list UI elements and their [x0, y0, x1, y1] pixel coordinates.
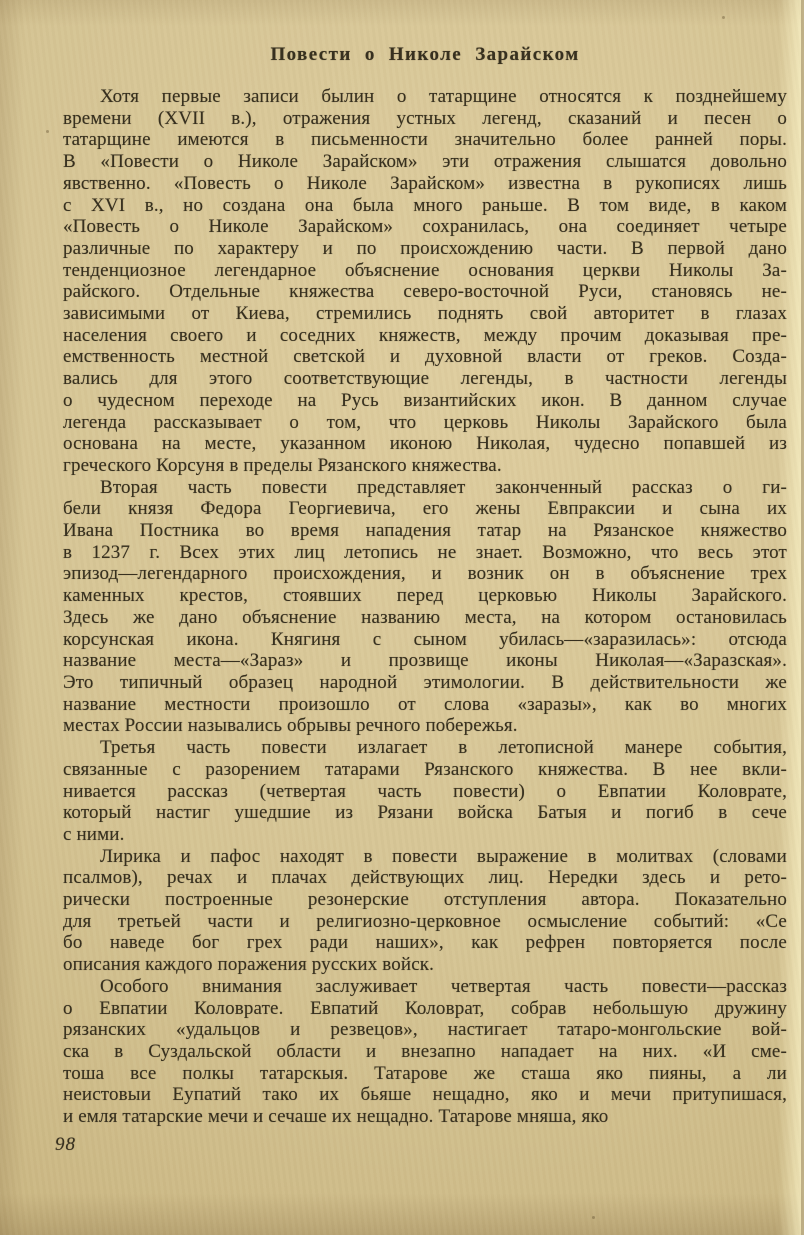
text-line: вались для этого соответствующие легенды, в частности легенды — [63, 368, 787, 390]
text-line: корсунская икона. Княгиня с сыном убилась—«заразилась»: отсюда — [63, 628, 787, 650]
text-line: с XVI в., но создана она была много раньше. В том виде, в каком — [63, 194, 787, 216]
text-line: явственно. «Повесть о Николе Зарайском» известна в рукописях лишь — [63, 172, 787, 194]
text-line: населения своего и соседних княжеств, между прочим доказывая пре- — [63, 324, 787, 346]
text-line: Это типичный образец народной этимологии. В действительности же — [63, 671, 787, 693]
text-line: с ними. — [63, 823, 125, 845]
page-title: Повести о Николе Зарайском — [270, 44, 580, 65]
text-line: легенда рассказывает о том, что церковь Николы Зарайского была — [63, 411, 787, 433]
text-line: рязанских «удальцов и резвецов», настигает татаро-монгольские вой- — [63, 1019, 787, 1041]
text-line: нивается рассказ (четвертая часть повести) о Евпатии Коловрате, — [63, 780, 787, 802]
paragraph — [63, 477, 787, 737]
text-line: каменных крестов, стоявших перед церковью Николы Зарайского. — [63, 585, 787, 607]
text-line: Особого внимания заслуживает четвертая часть повести—рассказ — [100, 975, 787, 997]
text-line: описания каждого поражения русских войск. — [63, 954, 435, 976]
text-line: о чудесном переходе на Русь византийских икон. В данном случае — [63, 389, 787, 411]
text-line: тенденциозное легендарное объяснение основания церкви Николы За- — [63, 259, 787, 281]
text-line: греческого Корсуня в пределы Рязанского княжества. — [63, 454, 502, 476]
text-line: Хотя первые записи былин о татарщине относятся к позднейшему — [100, 86, 787, 107]
text-line: тоша все полкы татарскыя. Татарове же сташа яко пияны, а ли — [63, 1062, 787, 1084]
text-line: название места—«Зараз» и прозвище иконы Николая—«Заразская». — [63, 650, 787, 672]
text-line: о Евпатии Коловрате. Евпатий Коловрат, собрав небольшую дружину — [63, 997, 787, 1019]
paragraph — [63, 737, 787, 846]
text-line: псалмов), речах и плачах действующих лиц. Нередки здесь и рето- — [63, 867, 787, 889]
paragraph — [63, 976, 787, 1128]
text-line: различные по характеру и по происхождению части. В первой дано — [63, 237, 787, 259]
scan-speck — [592, 1216, 595, 1219]
page-body — [63, 86, 787, 1128]
text-line: для третьей части и религиозно-церковное осмысление событий: «Се — [63, 910, 787, 932]
text-line: Лирика и пафос находят в повести выражение в молитвах (словами — [100, 845, 787, 867]
text-line: Третья часть повести излагает в летописной манере события, — [100, 737, 787, 759]
text-line: эпизод—легендарного происхождения, и возник он в объяснение трех — [63, 563, 787, 585]
text-line: название местности произошло от слова «заразы», как во многих — [63, 693, 787, 715]
text-line: Вторая часть повести представляет законченный рассказ о ги- — [100, 476, 787, 498]
text-line: и емля татарские мечи и сечаше их нещадно. Татарове мняша, яко — [63, 1106, 609, 1128]
text-line: который настиг ушедшие из Рязани войска Батыя и погиб в сече — [63, 802, 787, 824]
text-line: ска в Суздальской области и внезапно нападает на них. «И сме- — [63, 1040, 787, 1062]
text-line: Ивана Постника во время нападения татар на Рязанское княжество — [63, 520, 787, 542]
text-line: местах России назывались обрывы речного побережья. — [63, 715, 518, 737]
text-line: татарщине имеются в письменности значительно более ранней поры. — [63, 129, 787, 151]
text-line: райского. Отдельные княжества северо-восточной Руси, становясь не- — [63, 281, 787, 303]
text-line: В «Повести о Николе Зарайском» эти отражения слышатся довольно — [63, 151, 787, 173]
text-line: «Повесть о Николе Зарайском» сохранилась, она соединяет четыре — [63, 216, 787, 238]
text-line: бели князя Федора Георгиевича, его жены Евпраксии и сына их — [63, 498, 787, 520]
text-line: бо наведе бог грех ради наших», как рефрен повторяется после — [63, 932, 787, 954]
text-line: рически построенные резонерские отступления автора. Показательно — [63, 889, 787, 911]
page-number: 98 — [55, 1134, 76, 1155]
scan-speck — [722, 16, 725, 19]
text-line: зависимыми от Киева, стремились поднять свой авторитет в глазах — [63, 303, 787, 325]
text-line: емственность местной светской и духовной власти от греков. Созда- — [63, 346, 787, 368]
text-line: в 1237 г. Всех этих лиц летопись не знает. Возможно, что весь этот — [63, 541, 787, 563]
paragraph — [63, 846, 787, 976]
scan-speck — [46, 130, 49, 133]
text-line: времени (XVII в.), отражения устных легенд, сказаний и песен о — [63, 107, 787, 129]
text-line: связанные с разорением татарами Рязанского княжества. В нее вкли- — [63, 758, 787, 780]
paragraph — [63, 86, 787, 477]
text-line: Здесь же дано объяснение названию места, на котором остановилась — [63, 606, 787, 628]
text-line: неистовыи Еупатий тако их бьяше нещадно, яко и мечи притупишася, — [63, 1084, 787, 1106]
text-line: основана на месте, указанном иконою Николая, чудесно попавшей из — [63, 433, 787, 455]
